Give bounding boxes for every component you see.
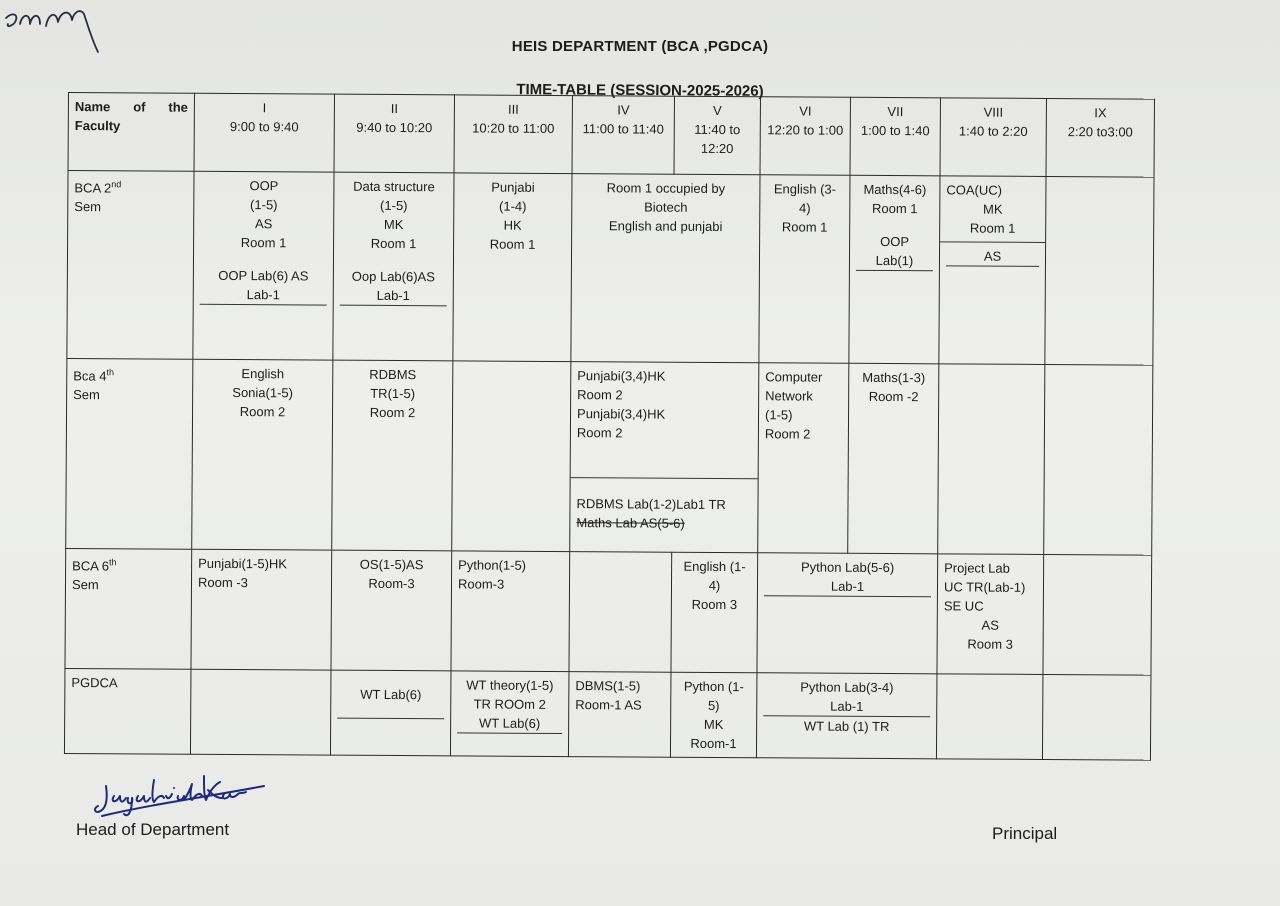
period-header-7: VII 1:00 to 1:40 <box>850 97 940 176</box>
document-subtitle: TIME-TABLE (SESSION-2025-2026) <box>516 81 764 100</box>
cell-pgdca-p6-p7: Python Lab(3-4) Lab-1 WT Lab (1) TR <box>756 673 937 759</box>
header-row <box>68 93 1154 178</box>
cell-bca6-p4 <box>569 552 672 673</box>
period-header-4: IV 11:00 to 11:40 <box>572 96 674 175</box>
cell-bca2-p7: Maths(4-6) Room 1 OOP Lab(1) <box>849 175 940 364</box>
cell-bca2-p3: Punjabi (1-4) HK Room 1 <box>453 173 572 362</box>
row-label-bca2: BCA 2nd Sem <box>67 171 194 360</box>
cell-bca2-p2: Data structure (1-5) MK Room 1 Oop Lab(6)AS Lab-1 <box>333 172 454 361</box>
row-pgdca <box>64 668 1150 760</box>
timetable <box>64 92 1155 761</box>
row-label-bca6: BCA 6th Sem <box>65 548 192 669</box>
cell-bca2-p6: English (3- 4) Room 1 <box>759 175 850 364</box>
period-header-5: V 11:40 to 12:20 <box>674 96 760 175</box>
cell-pgdca-p5: Python (1- 5) MK Room-1 <box>670 672 757 758</box>
cell-bca6-p5: English (1- 4) Room 3 <box>671 552 758 673</box>
principal-label: Principal <box>992 824 1058 843</box>
period-header-9: IX 2:20 to3:00 <box>1046 98 1154 177</box>
period-header-3: III 10:20 to 11:00 <box>454 95 572 174</box>
cell-bca2-p4-p5: Room 1 occupied by Biotech English and punjabi <box>571 174 760 363</box>
row-bca-4th-sem <box>66 358 1153 555</box>
cell-bca4-p8 <box>938 364 1045 555</box>
cell-bca2-p9 <box>1045 176 1154 365</box>
cell-bca6-p3: Python(1-5) Room-3 <box>451 551 570 672</box>
cell-bca6-p1: Punjabi(1-5)HK Room -3 <box>191 549 332 670</box>
cell-bca4-p2: RDBMS TR(1-5) Room 2 <box>332 360 453 551</box>
period-header-2: II 9:40 to 10:20 <box>334 94 454 173</box>
cell-bca4-p1: English Sonia(1-5) Room 2 <box>192 359 333 550</box>
cell-bca6-p8: Project Lab UC TR(Lab-1) SE UC AS Room 3 <box>937 554 1044 675</box>
cell-pgdca-p8 <box>936 674 1043 760</box>
row-bca-6th-sem <box>65 548 1152 675</box>
cell-bca2-p8 <box>939 176 1046 365</box>
row-bca-2nd-sem <box>67 171 1154 366</box>
cell-bca2-p1: OOP (1-5) AS Room 1 OOP Lab(6) AS Lab-1 <box>193 171 334 360</box>
cell-bca2-p8-top: COA(UC) MK Room 1 <box>940 176 1045 243</box>
cell-bca6-p6-p7: Python Lab(5-6) Lab-1 <box>757 553 938 674</box>
row-label-bca4: Bca 4th Sem <box>66 358 193 549</box>
cell-pgdca-p3: WT theory(1-5) TR ROOm 2 WT Lab(6) <box>450 671 569 757</box>
cell-pgdca-p9 <box>1042 674 1151 760</box>
row-label-pgdca: PGDCA <box>64 668 191 754</box>
period-header-6: VI 12:20 to 1:00 <box>760 97 850 176</box>
document-title: HEIS DEPARTMENT (BCA ,PGDCA) <box>511 38 769 55</box>
hod-signature <box>92 766 272 826</box>
cell-pgdca-p2: WT Lab(6) <box>330 670 451 756</box>
cell-bca6-p2: OS(1-5)AS Room-3 <box>331 550 452 671</box>
timetable-wrapper <box>64 92 1156 759</box>
cell-bca4-p45-top: Punjabi(3,4)HK Room 2 Punjabi(3,4)HK Room 2 <box>571 362 759 479</box>
cell-pgdca-p4: DBMS(1-5) Room-1 AS <box>568 672 671 758</box>
cell-bca4-p4-p5 <box>570 362 759 553</box>
cell-bca4-p3 <box>452 361 571 552</box>
cell-bca4-p6: Computer Network (1-5) Room 2 <box>758 363 849 554</box>
cell-bca2-p8-bottom: AS <box>940 242 1045 271</box>
faculty-header: Name of the Faculty <box>68 93 194 172</box>
cell-bca4-p9 <box>1044 364 1153 555</box>
cell-pgdca-p1 <box>190 669 331 755</box>
period-header-8: VIII 1:40 to 2:20 <box>940 98 1046 177</box>
cell-bca6-p9 <box>1043 554 1152 675</box>
cell-bca4-p45-bottom: RDBMS Lab(1-2)Lab1 TR Maths Lab AS(5-6) <box>576 496 726 531</box>
period-header-1: I 9:00 to 9:40 <box>194 93 334 172</box>
cell-bca4-p7: Maths(1-3) Room -2 <box>848 363 939 554</box>
head-of-department-label: Head of Department <box>76 820 230 839</box>
